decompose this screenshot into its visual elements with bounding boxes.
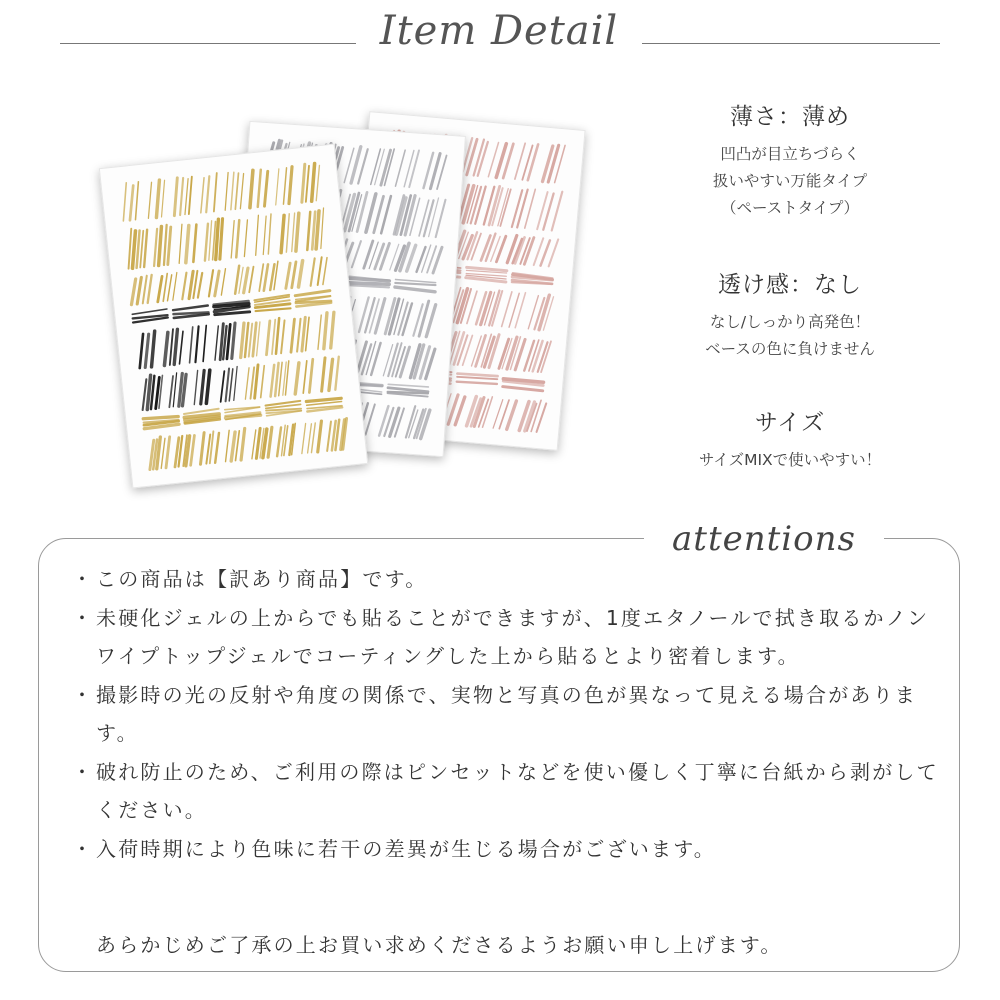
- sticker-stroke: [175, 223, 200, 264]
- spec-transparency: [640, 266, 940, 363]
- sticker-stroke: [543, 144, 566, 183]
- sticker-stroke: [217, 366, 240, 401]
- sticker-stroke: [288, 317, 313, 352]
- sticker-stroke: [410, 344, 435, 379]
- attentions-list: [68, 560, 948, 868]
- sticker-stroke: [413, 300, 436, 337]
- sticker-stroke: [419, 197, 445, 238]
- sticker-stroke: [528, 294, 553, 331]
- spec-description: サイズMIXで使いやすい！: [698, 451, 882, 469]
- sticker-stroke: [385, 298, 412, 336]
- bullet: ・: [72, 567, 95, 591]
- sticker-stroke: [242, 364, 268, 399]
- sticker-stroke: [267, 361, 292, 397]
- sticker-stroke: [256, 261, 280, 291]
- sticker-stroke: [145, 180, 169, 219]
- sticker-stroke: [292, 359, 316, 394]
- product-image: [100, 110, 600, 510]
- sticker-stroke: [143, 415, 179, 429]
- sticker-stroke: [119, 182, 142, 221]
- sticker-stroke: [349, 276, 390, 288]
- sticker-stroke: [314, 312, 337, 349]
- sticker-stroke: [467, 395, 493, 428]
- sticker-stroke: [359, 297, 385, 334]
- sticker-stroke: [534, 238, 558, 267]
- sticker-stroke: [308, 257, 330, 286]
- sticker-stroke: [197, 173, 221, 213]
- list-item-text: 破れ防止のため、ご利用の際はピンセットなどを使い優しく丁寧に台紙から剥がしてください。: [96, 759, 939, 822]
- sticker-stroke: [249, 427, 275, 459]
- sticker-stroke: [390, 242, 416, 272]
- sticker-stroke: [124, 227, 151, 269]
- sticker-stroke: [129, 275, 155, 305]
- sticker-stroke: [512, 273, 553, 286]
- sticker-stroke: [221, 171, 247, 210]
- sticker-stroke: [417, 244, 443, 273]
- sticker-stroke: [512, 187, 535, 228]
- sticker-stroke: [395, 279, 436, 291]
- section-title: Item Detail: [379, 8, 619, 54]
- sticker-stroke: [246, 169, 271, 208]
- spec-description: 凹凸が目立ちづらく 扱いやすい万能タイプ （ペーストタイプ）: [712, 145, 868, 217]
- attentions-title: attentions: [644, 514, 884, 564]
- list-item-text: 未硬化ジェルの上からでも貼ることができますが、1度エタノールで拭き取るかノンワイプトップジェルでコーティングした上から貼るとより密着します。: [96, 605, 930, 668]
- sticker-stroke: [318, 356, 342, 391]
- sticker-stroke: [172, 434, 198, 466]
- spec-size: [640, 404, 940, 474]
- gold-sticker-strokes: [100, 145, 367, 488]
- bullet: ・: [72, 759, 95, 784]
- sticker-stroke: [263, 318, 288, 355]
- list-item: [68, 830, 948, 869]
- sticker-stroke: [406, 406, 430, 439]
- sticker-stroke: [150, 224, 175, 266]
- sticker-stroke: [515, 143, 538, 181]
- list-item-text: 入荷時期により色味に若干の差異が生じる場合がございます。: [96, 836, 716, 861]
- list-item-text: 撮影時の光の反射や角度の関係で、実物と写真の色が異なって見える場合があります。: [96, 682, 917, 745]
- sticker-stroke: [222, 429, 248, 462]
- sticker-stroke: [394, 194, 420, 235]
- sticker-stroke: [458, 184, 485, 224]
- sticker-stroke: [155, 273, 180, 302]
- sticker-sheet-gold: [99, 143, 368, 488]
- sticker-stroke: [283, 261, 305, 289]
- sticker-stroke: [503, 379, 544, 391]
- sticker-stroke: [211, 322, 238, 360]
- spec-thickness: [640, 98, 940, 222]
- spec-title: サイズ: [754, 410, 826, 436]
- sticker-stroke: [254, 295, 290, 312]
- sticker-stroke: [537, 190, 562, 231]
- sticker-stroke: [424, 152, 447, 189]
- sticker-stroke: [277, 213, 303, 253]
- sticker-stroke: [379, 406, 404, 438]
- sticker-stroke: [395, 149, 419, 188]
- sticker-stroke: [272, 167, 296, 205]
- spec-description: なし/しっかり高発色！ ベースの色に負けません: [705, 313, 875, 358]
- bullet: ・: [72, 836, 95, 861]
- sticker-stroke: [499, 335, 525, 370]
- sticker-stroke: [180, 270, 205, 299]
- sticker-stroke: [274, 423, 299, 456]
- sticker-stroke: [191, 369, 213, 404]
- sticker-stroke: [466, 267, 507, 282]
- sticker-stroke: [524, 339, 551, 373]
- list-item-text: この商品は【訳あり商品】です。: [96, 567, 428, 591]
- sticker-stroke: [507, 235, 534, 265]
- sticker-stroke: [139, 374, 166, 410]
- sticker-stroke: [136, 331, 158, 368]
- sticker-stroke: [303, 208, 328, 250]
- attentions-closing: あらかじめご了承の上お買い求めくださるようお願い申し上げます。: [96, 933, 783, 957]
- sticker-stroke: [340, 191, 367, 232]
- sticker-stroke: [252, 214, 276, 255]
- header-divider-left: [60, 43, 356, 44]
- list-item: [68, 676, 948, 753]
- list-item: [68, 599, 948, 676]
- list-item: [68, 753, 948, 830]
- sticker-stroke: [161, 328, 187, 365]
- sticker-stroke: [295, 291, 331, 307]
- sticker-stroke: [265, 401, 301, 416]
- sticker-stroke: [214, 301, 250, 315]
- sticker-stroke: [383, 342, 409, 377]
- sticker-stroke: [488, 142, 513, 179]
- sticker-stroke: [232, 264, 256, 293]
- bullet: ・: [72, 682, 95, 707]
- sticker-stroke: [344, 146, 368, 184]
- sticker-stroke: [493, 399, 516, 430]
- sticker-stroke: [197, 431, 222, 464]
- sticker-stroke: [225, 406, 261, 420]
- sticker-stroke: [364, 240, 390, 269]
- sticker-stroke: [388, 384, 429, 396]
- sticker-stroke: [299, 421, 325, 454]
- sticker-stroke: [306, 398, 342, 412]
- sticker-stroke: [186, 325, 210, 362]
- sticker-stroke: [170, 176, 195, 215]
- sticker-stroke: [201, 219, 227, 261]
- header-divider-right: [642, 43, 940, 44]
- sticker-stroke: [457, 373, 498, 386]
- sticker-stroke: [462, 137, 488, 176]
- spec-title: 薄さ：薄め: [730, 104, 850, 130]
- list-item: [68, 560, 948, 599]
- sticker-stroke: [132, 309, 168, 322]
- sticker-stroke: [237, 321, 263, 357]
- sticker-stroke: [298, 163, 323, 202]
- sticker-stroke: [357, 340, 381, 375]
- sticker-stroke: [227, 219, 251, 258]
- sticker-stroke: [472, 333, 500, 369]
- sticker-stroke: [519, 399, 546, 433]
- sticker-stroke: [502, 291, 526, 328]
- sticker-stroke: [173, 306, 209, 318]
- sticker-stroke: [206, 269, 228, 297]
- sticker-stroke: [166, 372, 189, 407]
- sticker-stroke: [324, 419, 350, 451]
- sticker-stroke: [484, 185, 511, 226]
- bullet: ・: [72, 605, 95, 630]
- sticker-stroke: [184, 409, 220, 424]
- spec-title: 透け感：なし: [718, 272, 862, 298]
- sticker-stroke: [366, 193, 391, 233]
- sticker-stroke: [371, 148, 394, 186]
- sticker-stroke: [476, 289, 502, 326]
- sticker-stroke: [481, 233, 506, 263]
- sticker-stroke: [147, 436, 173, 470]
